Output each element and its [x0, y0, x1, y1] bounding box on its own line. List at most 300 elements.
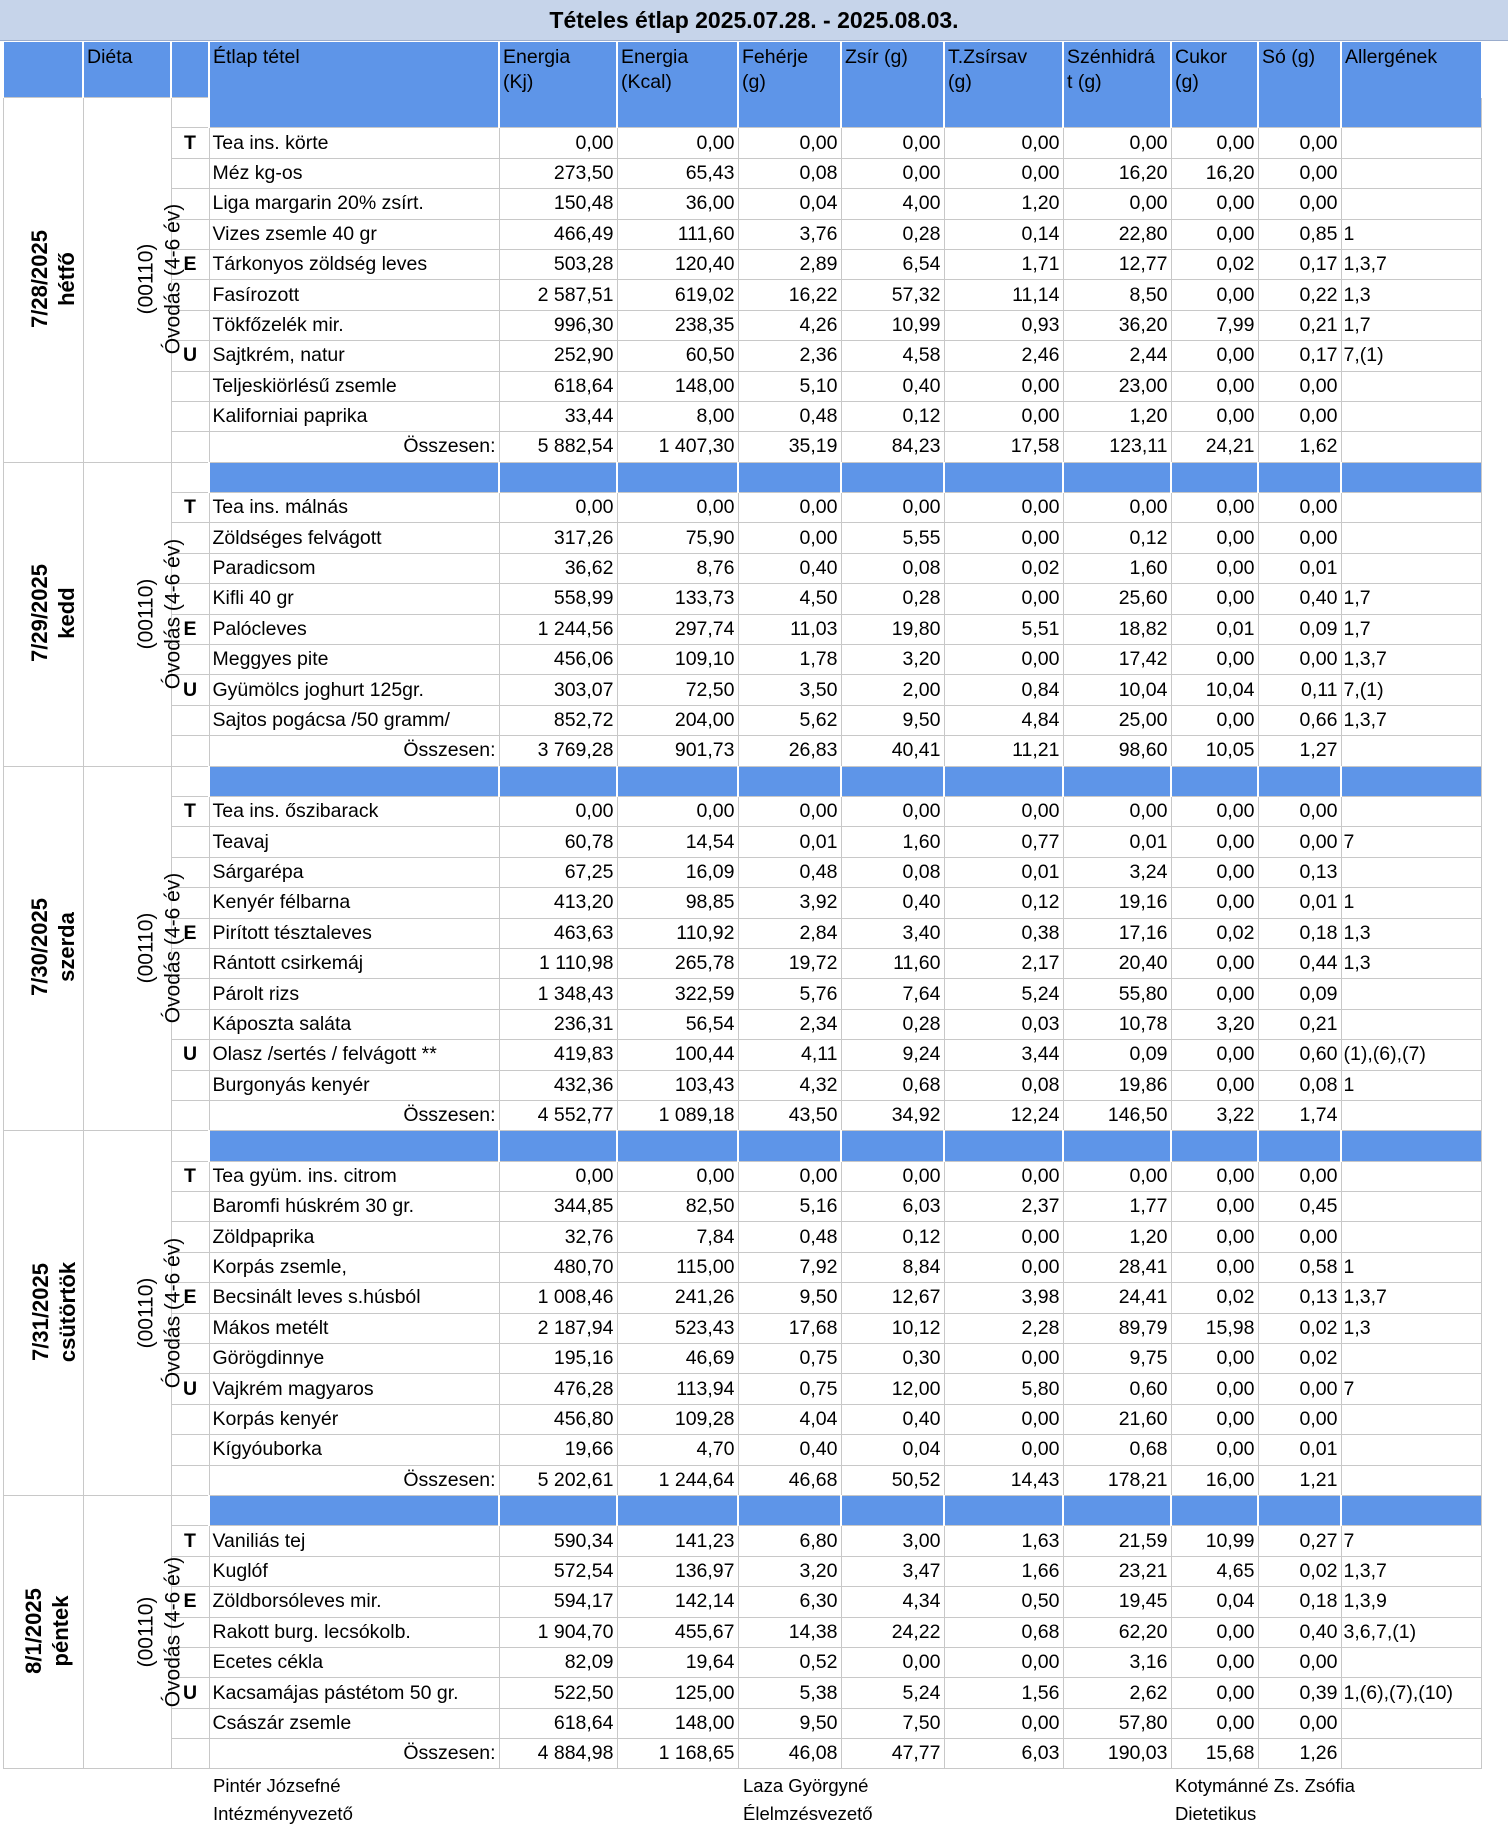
band-cell	[617, 98, 738, 128]
band-cell	[944, 98, 1063, 128]
value-sugar: 0,00	[1171, 219, 1258, 249]
value-energy-kj: 32,76	[499, 1222, 617, 1252]
menu-item-row	[3, 1678, 1481, 1708]
band-cell	[1341, 1131, 1481, 1161]
value-salt: 0,00	[1258, 1161, 1341, 1191]
meal-code: E	[171, 1587, 209, 1617]
menu-item-row	[3, 1556, 1481, 1586]
allergens: 1	[1341, 219, 1481, 249]
value-salt: 0,09	[1258, 614, 1341, 644]
value-salt: 0,01	[1258, 888, 1341, 918]
total-label: Összesen:	[209, 1739, 499, 1769]
value-sat-fat: 3,98	[944, 1283, 1063, 1313]
value-carb: 25,60	[1063, 584, 1171, 614]
value-protein: 2,89	[738, 249, 841, 279]
item-name: Tea gyüm. ins. citrom	[209, 1161, 499, 1191]
value-energy-kcal: 204,00	[617, 705, 738, 735]
day-date: 7/31/2025	[27, 1263, 53, 1362]
item-name: Olasz /sertés / felvágott **	[209, 1040, 499, 1070]
band-cell	[209, 462, 499, 492]
value-salt: 0,21	[1258, 310, 1341, 340]
item-name: Zöldborsóleves mir.	[209, 1587, 499, 1617]
value-energy-kj: 476,28	[499, 1374, 617, 1404]
band-cell	[1258, 1495, 1341, 1525]
value-carb: 17,16	[1063, 918, 1171, 948]
value-carb: 0,00	[1063, 796, 1171, 826]
value-sugar: 0,02	[1171, 249, 1258, 279]
signature-role: Intézményvezető	[213, 1803, 353, 1824]
menu-item-row	[3, 1070, 1481, 1100]
value-sat-fat: 0,12	[944, 888, 1063, 918]
value-energy-kj: 33,44	[499, 401, 617, 431]
allergens	[1341, 523, 1481, 553]
allergens: 1,3	[1341, 918, 1481, 948]
total-energy-kcal: 1 244,64	[617, 1465, 738, 1495]
value-sugar: 0,00	[1171, 857, 1258, 887]
meal-code: E	[171, 918, 209, 948]
header-protein-line2: (g)	[742, 71, 766, 93]
value-salt: 0,00	[1258, 371, 1341, 401]
value-energy-kj: 432,36	[499, 1070, 617, 1100]
value-carb: 0,12	[1063, 523, 1171, 553]
value-energy-kcal: 148,00	[617, 371, 738, 401]
header-date	[3, 42, 83, 98]
value-fat: 0,00	[841, 493, 944, 523]
menu-item-row	[3, 1344, 1481, 1374]
menu-item-row	[3, 1617, 1481, 1647]
header-sat-fat	[944, 42, 1063, 98]
value-energy-kj: 60,78	[499, 827, 617, 857]
meal-code: U	[171, 341, 209, 371]
value-sugar: 0,00	[1171, 796, 1258, 826]
menu-item-row	[3, 158, 1481, 188]
item-name: Kacsamájas pástétom 50 gr.	[209, 1678, 499, 1708]
value-carb: 2,44	[1063, 341, 1171, 371]
value-sugar: 0,00	[1171, 1647, 1258, 1677]
value-protein: 2,34	[738, 1009, 841, 1039]
item-name: Burgonyás kenyér	[209, 1070, 499, 1100]
value-fat: 0,40	[841, 371, 944, 401]
signature-name: Laza Györgyné	[743, 1775, 869, 1796]
allergens: 1,3,7	[1341, 705, 1481, 735]
item-name: Zöldséges felvágott	[209, 523, 499, 553]
value-sugar: 0,00	[1171, 1040, 1258, 1070]
value-energy-kj: 463,63	[499, 918, 617, 948]
value-sat-fat: 0,00	[944, 493, 1063, 523]
allergens: 1,3,9	[1341, 1587, 1481, 1617]
value-salt: 0,01	[1258, 553, 1341, 583]
menu-item-row	[3, 827, 1481, 857]
header-carb-line2: t (g)	[1067, 71, 1102, 93]
value-energy-kj: 150,48	[499, 189, 617, 219]
allergens: 1,7	[1341, 584, 1481, 614]
signature-role: Élelmzésvezető	[743, 1803, 873, 1824]
total-allergens	[1341, 1739, 1481, 1769]
band-cell	[499, 462, 617, 492]
signature-name: Pintér Józsefné	[213, 1775, 341, 1796]
band-cell	[1171, 98, 1258, 128]
diet-name: Óvodás (4-6 év)	[160, 204, 184, 355]
header-sat-fat-line2: (g)	[948, 71, 972, 93]
header-energy-kj-line2: (Kj)	[503, 71, 534, 93]
band-cell	[499, 98, 617, 128]
value-sat-fat: 0,00	[944, 1161, 1063, 1191]
menu-item-row	[3, 189, 1481, 219]
allergens: 1,3,7	[1341, 1283, 1481, 1313]
allergens	[1341, 857, 1481, 887]
value-protein: 6,30	[738, 1587, 841, 1617]
allergens	[1341, 401, 1481, 431]
day-date-cell	[3, 1495, 83, 1769]
value-protein: 1,78	[738, 645, 841, 675]
band-cell	[738, 462, 841, 492]
band-cell	[1341, 766, 1481, 796]
item-name: Fasírozott	[209, 280, 499, 310]
band-cell	[1341, 1495, 1481, 1525]
value-sat-fat: 0,01	[944, 857, 1063, 887]
day-date: 8/1/2025	[20, 1588, 46, 1675]
header-energy-kj	[499, 42, 617, 98]
total-energy-kcal: 1 168,65	[617, 1739, 738, 1769]
value-sat-fat: 0,00	[944, 1647, 1063, 1677]
header-diet: Diéta	[83, 42, 171, 98]
value-sugar: 16,20	[1171, 158, 1258, 188]
value-carb: 17,42	[1063, 645, 1171, 675]
value-fat: 0,28	[841, 219, 944, 249]
day-date-cell	[3, 1131, 83, 1496]
value-salt: 0,02	[1258, 1313, 1341, 1343]
header-energy-kcal	[617, 42, 738, 98]
band-cell	[944, 1495, 1063, 1525]
value-energy-kcal: 297,74	[617, 614, 738, 644]
value-fat: 6,03	[841, 1192, 944, 1222]
value-salt: 0,00	[1258, 827, 1341, 857]
value-energy-kj: 590,34	[499, 1526, 617, 1556]
allergens	[1341, 796, 1481, 826]
total-energy-kj: 5 202,61	[499, 1465, 617, 1495]
band-cell	[499, 1131, 617, 1161]
menu-item-row	[3, 645, 1481, 675]
value-protein: 6,80	[738, 1526, 841, 1556]
value-energy-kcal: 523,43	[617, 1313, 738, 1343]
value-energy-kj: 344,85	[499, 1192, 617, 1222]
menu-item-row	[3, 1222, 1481, 1252]
total-fat: 50,52	[841, 1465, 944, 1495]
value-fat: 5,55	[841, 523, 944, 553]
diet-code: (00110)	[133, 1277, 157, 1349]
value-protein: 19,72	[738, 948, 841, 978]
value-energy-kcal: 148,00	[617, 1708, 738, 1738]
meal-code	[171, 158, 209, 188]
value-energy-kj: 522,50	[499, 1678, 617, 1708]
total-sat-fat: 11,21	[944, 736, 1063, 766]
allergens	[1341, 1344, 1481, 1374]
value-sugar: 0,00	[1171, 1192, 1258, 1222]
allergens: 1,3	[1341, 280, 1481, 310]
item-name: Rántott csirkemáj	[209, 948, 499, 978]
value-carb: 0,00	[1063, 1161, 1171, 1191]
menu-item-row	[3, 1374, 1481, 1404]
value-sat-fat: 0,00	[944, 1404, 1063, 1434]
header-item: Étlap tétel	[209, 42, 499, 98]
total-fat: 34,92	[841, 1100, 944, 1130]
total-fat: 47,77	[841, 1739, 944, 1769]
day-date-block	[19, 1588, 73, 1674]
band-cell	[841, 766, 944, 796]
day-date-block	[25, 230, 79, 328]
value-sugar: 0,00	[1171, 888, 1258, 918]
value-fat: 9,50	[841, 705, 944, 735]
item-name: Kaliforniai paprika	[209, 401, 499, 431]
value-sat-fat: 1,66	[944, 1556, 1063, 1586]
band-spacer	[171, 766, 209, 796]
value-carb: 20,40	[1063, 948, 1171, 978]
value-sat-fat: 0,00	[944, 523, 1063, 553]
allergens	[1341, 493, 1481, 523]
meal-code: U	[171, 675, 209, 705]
total-salt: 1,62	[1258, 432, 1341, 462]
band-cell	[841, 98, 944, 128]
meal-code: T	[171, 1526, 209, 1556]
item-name: Kuglóf	[209, 1556, 499, 1586]
total-allergens	[1341, 736, 1481, 766]
total-spacer	[171, 736, 209, 766]
value-fat: 0,08	[841, 553, 944, 583]
value-carb: 1,60	[1063, 553, 1171, 583]
value-energy-kcal: 238,35	[617, 310, 738, 340]
value-salt: 0,18	[1258, 1587, 1341, 1617]
item-name: Korpás zsemle,	[209, 1252, 499, 1282]
value-fat: 0,40	[841, 1404, 944, 1434]
value-energy-kj: 1 348,43	[499, 979, 617, 1009]
value-energy-kj: 413,20	[499, 888, 617, 918]
value-fat: 5,24	[841, 1678, 944, 1708]
allergens: 1	[1341, 1070, 1481, 1100]
band-cell	[617, 1495, 738, 1525]
value-protein: 0,04	[738, 189, 841, 219]
menu-item-row	[3, 1404, 1481, 1434]
value-sugar: 0,01	[1171, 614, 1258, 644]
value-protein: 0,00	[738, 128, 841, 158]
day-date-cell	[3, 766, 83, 1131]
total-sugar: 10,05	[1171, 736, 1258, 766]
allergens	[1341, 1708, 1481, 1738]
value-carb: 0,01	[1063, 827, 1171, 857]
value-energy-kj: 852,72	[499, 705, 617, 735]
band-cell	[209, 1131, 499, 1161]
value-salt: 0,00	[1258, 158, 1341, 188]
header-carb-line1: Szénhidrá	[1067, 46, 1155, 68]
band-cell	[617, 1131, 738, 1161]
value-carb: 9,75	[1063, 1344, 1171, 1374]
band-cell	[1063, 98, 1171, 128]
value-carb: 62,20	[1063, 1617, 1171, 1647]
header-energy-kcal-line1: Energia	[621, 46, 689, 68]
day-date: 7/29/2025	[26, 564, 52, 663]
signature-institution-head	[213, 1772, 353, 1828]
value-energy-kj: 1 008,46	[499, 1283, 617, 1313]
value-fat: 19,80	[841, 614, 944, 644]
item-name: Káposzta saláta	[209, 1009, 499, 1039]
total-salt: 1,74	[1258, 1100, 1341, 1130]
value-fat: 1,60	[841, 827, 944, 857]
day-band-row	[3, 766, 1481, 796]
value-energy-kcal: 36,00	[617, 189, 738, 219]
value-energy-kj: 1 110,98	[499, 948, 617, 978]
day-date-cell	[3, 98, 83, 463]
value-energy-kj: 273,50	[499, 158, 617, 188]
band-cell	[944, 462, 1063, 492]
band-cell	[1258, 462, 1341, 492]
day-diet-block	[132, 873, 186, 1024]
item-name: Mákos metélt	[209, 1313, 499, 1343]
value-fat: 4,34	[841, 1587, 944, 1617]
allergens	[1341, 1009, 1481, 1039]
value-carb: 23,21	[1063, 1556, 1171, 1586]
total-label: Összesen:	[209, 736, 499, 766]
total-allergens	[1341, 432, 1481, 462]
value-protein: 0,48	[738, 857, 841, 887]
total-energy-kcal: 1 407,30	[617, 432, 738, 462]
header-sat-fat-line1: T.Zsírsav	[948, 46, 1028, 68]
value-energy-kj: 67,25	[499, 857, 617, 887]
value-sat-fat: 1,56	[944, 1678, 1063, 1708]
allergens: 1,3,7	[1341, 249, 1481, 279]
day-diet-block	[132, 1237, 186, 1388]
meal-code	[171, 1708, 209, 1738]
value-sat-fat: 2,17	[944, 948, 1063, 978]
value-sugar: 4,65	[1171, 1556, 1258, 1586]
value-fat: 57,32	[841, 280, 944, 310]
value-protein: 0,75	[738, 1374, 841, 1404]
value-energy-kj: 19,66	[499, 1435, 617, 1465]
value-carb: 0,09	[1063, 1040, 1171, 1070]
allergens: 1,3,7	[1341, 645, 1481, 675]
value-energy-kcal: 56,54	[617, 1009, 738, 1039]
value-salt: 0,17	[1258, 341, 1341, 371]
value-carb: 2,62	[1063, 1678, 1171, 1708]
signature-dietitian	[1175, 1772, 1355, 1828]
value-carb: 8,50	[1063, 280, 1171, 310]
allergens: (1),(6),(7)	[1341, 1040, 1481, 1070]
value-energy-kcal: 65,43	[617, 158, 738, 188]
band-cell	[209, 766, 499, 796]
item-name: Párolt rizs	[209, 979, 499, 1009]
value-carb: 19,45	[1063, 1587, 1171, 1617]
value-sugar: 0,00	[1171, 1161, 1258, 1191]
meal-code	[171, 1435, 209, 1465]
value-fat: 0,30	[841, 1344, 944, 1374]
allergens	[1341, 1435, 1481, 1465]
header-sugar	[1171, 42, 1258, 98]
total-sugar: 24,21	[1171, 432, 1258, 462]
day-band-row	[3, 462, 1481, 492]
allergens: 7	[1341, 827, 1481, 857]
value-sat-fat: 0,00	[944, 128, 1063, 158]
total-label: Összesen:	[209, 1465, 499, 1495]
header-salt-line1: Só (g)	[1262, 46, 1316, 68]
value-energy-kcal: 109,28	[617, 1404, 738, 1434]
value-sugar: 0,00	[1171, 189, 1258, 219]
day-diet-cell	[83, 1495, 184, 1769]
total-energy-kj: 3 769,28	[499, 736, 617, 766]
value-sat-fat: 0,00	[944, 1222, 1063, 1252]
value-energy-kj: 236,31	[499, 1009, 617, 1039]
allergens	[1341, 553, 1481, 583]
value-sugar: 0,00	[1171, 1070, 1258, 1100]
total-fat: 84,23	[841, 432, 944, 462]
item-name: Tökfőzelék mir.	[209, 310, 499, 340]
value-sat-fat: 0,08	[944, 1070, 1063, 1100]
value-sugar: 0,00	[1171, 128, 1258, 158]
value-sugar: 3,20	[1171, 1009, 1258, 1039]
value-energy-kj: 1 904,70	[499, 1617, 617, 1647]
value-salt: 0,39	[1258, 1678, 1341, 1708]
value-sat-fat: 0,00	[944, 1435, 1063, 1465]
value-salt: 0,01	[1258, 1435, 1341, 1465]
band-cell	[1171, 462, 1258, 492]
day-date-block	[27, 1262, 81, 1362]
band-spacer	[171, 462, 209, 492]
value-protein: 9,50	[738, 1708, 841, 1738]
diet-code: (00110)	[133, 243, 157, 315]
value-sat-fat: 1,20	[944, 189, 1063, 219]
item-name: Ecetes cékla	[209, 1647, 499, 1677]
item-name: Kenyér félbarna	[209, 888, 499, 918]
value-protein: 0,40	[738, 1435, 841, 1465]
total-sugar: 3,22	[1171, 1100, 1258, 1130]
value-protein: 0,48	[738, 401, 841, 431]
value-sat-fat: 5,51	[944, 614, 1063, 644]
allergens: 1	[1341, 888, 1481, 918]
item-name: Zöldpaprika	[209, 1222, 499, 1252]
value-energy-kj: 36,62	[499, 553, 617, 583]
item-name: Sárgarépa	[209, 857, 499, 887]
value-sat-fat: 0,03	[944, 1009, 1063, 1039]
total-carb: 146,50	[1063, 1100, 1171, 1130]
total-salt: 1,26	[1258, 1739, 1341, 1769]
menu-item-row	[3, 979, 1481, 1009]
value-fat: 4,00	[841, 189, 944, 219]
menu-item-row	[3, 1647, 1481, 1677]
item-name: Rakott burg. lecsókolb.	[209, 1617, 499, 1647]
value-sugar: 0,00	[1171, 948, 1258, 978]
header-meal	[171, 42, 209, 98]
meal-code	[171, 401, 209, 431]
value-protein: 4,32	[738, 1070, 841, 1100]
band-cell	[944, 766, 1063, 796]
value-energy-kcal: 16,09	[617, 857, 738, 887]
value-energy-kcal: 7,84	[617, 1222, 738, 1252]
header-protein-line1: Fehérje	[742, 46, 809, 68]
value-energy-kj: 1 244,56	[499, 614, 617, 644]
band-cell	[738, 1131, 841, 1161]
value-sugar: 0,00	[1171, 645, 1258, 675]
value-sat-fat: 0,00	[944, 158, 1063, 188]
total-sugar: 16,00	[1171, 1465, 1258, 1495]
day-total-row	[3, 1465, 1481, 1495]
value-energy-kj: 303,07	[499, 675, 617, 705]
value-protein: 3,92	[738, 888, 841, 918]
value-energy-kcal: 619,02	[617, 280, 738, 310]
menu-item-row	[3, 310, 1481, 340]
day-diet-cell	[83, 98, 184, 463]
diet-name: Óvodás (4-6 év)	[160, 1237, 184, 1388]
item-name: Görögdinnye	[209, 1344, 499, 1374]
band-cell	[499, 1495, 617, 1525]
value-salt: 0,85	[1258, 219, 1341, 249]
menu-item-row	[3, 614, 1481, 644]
